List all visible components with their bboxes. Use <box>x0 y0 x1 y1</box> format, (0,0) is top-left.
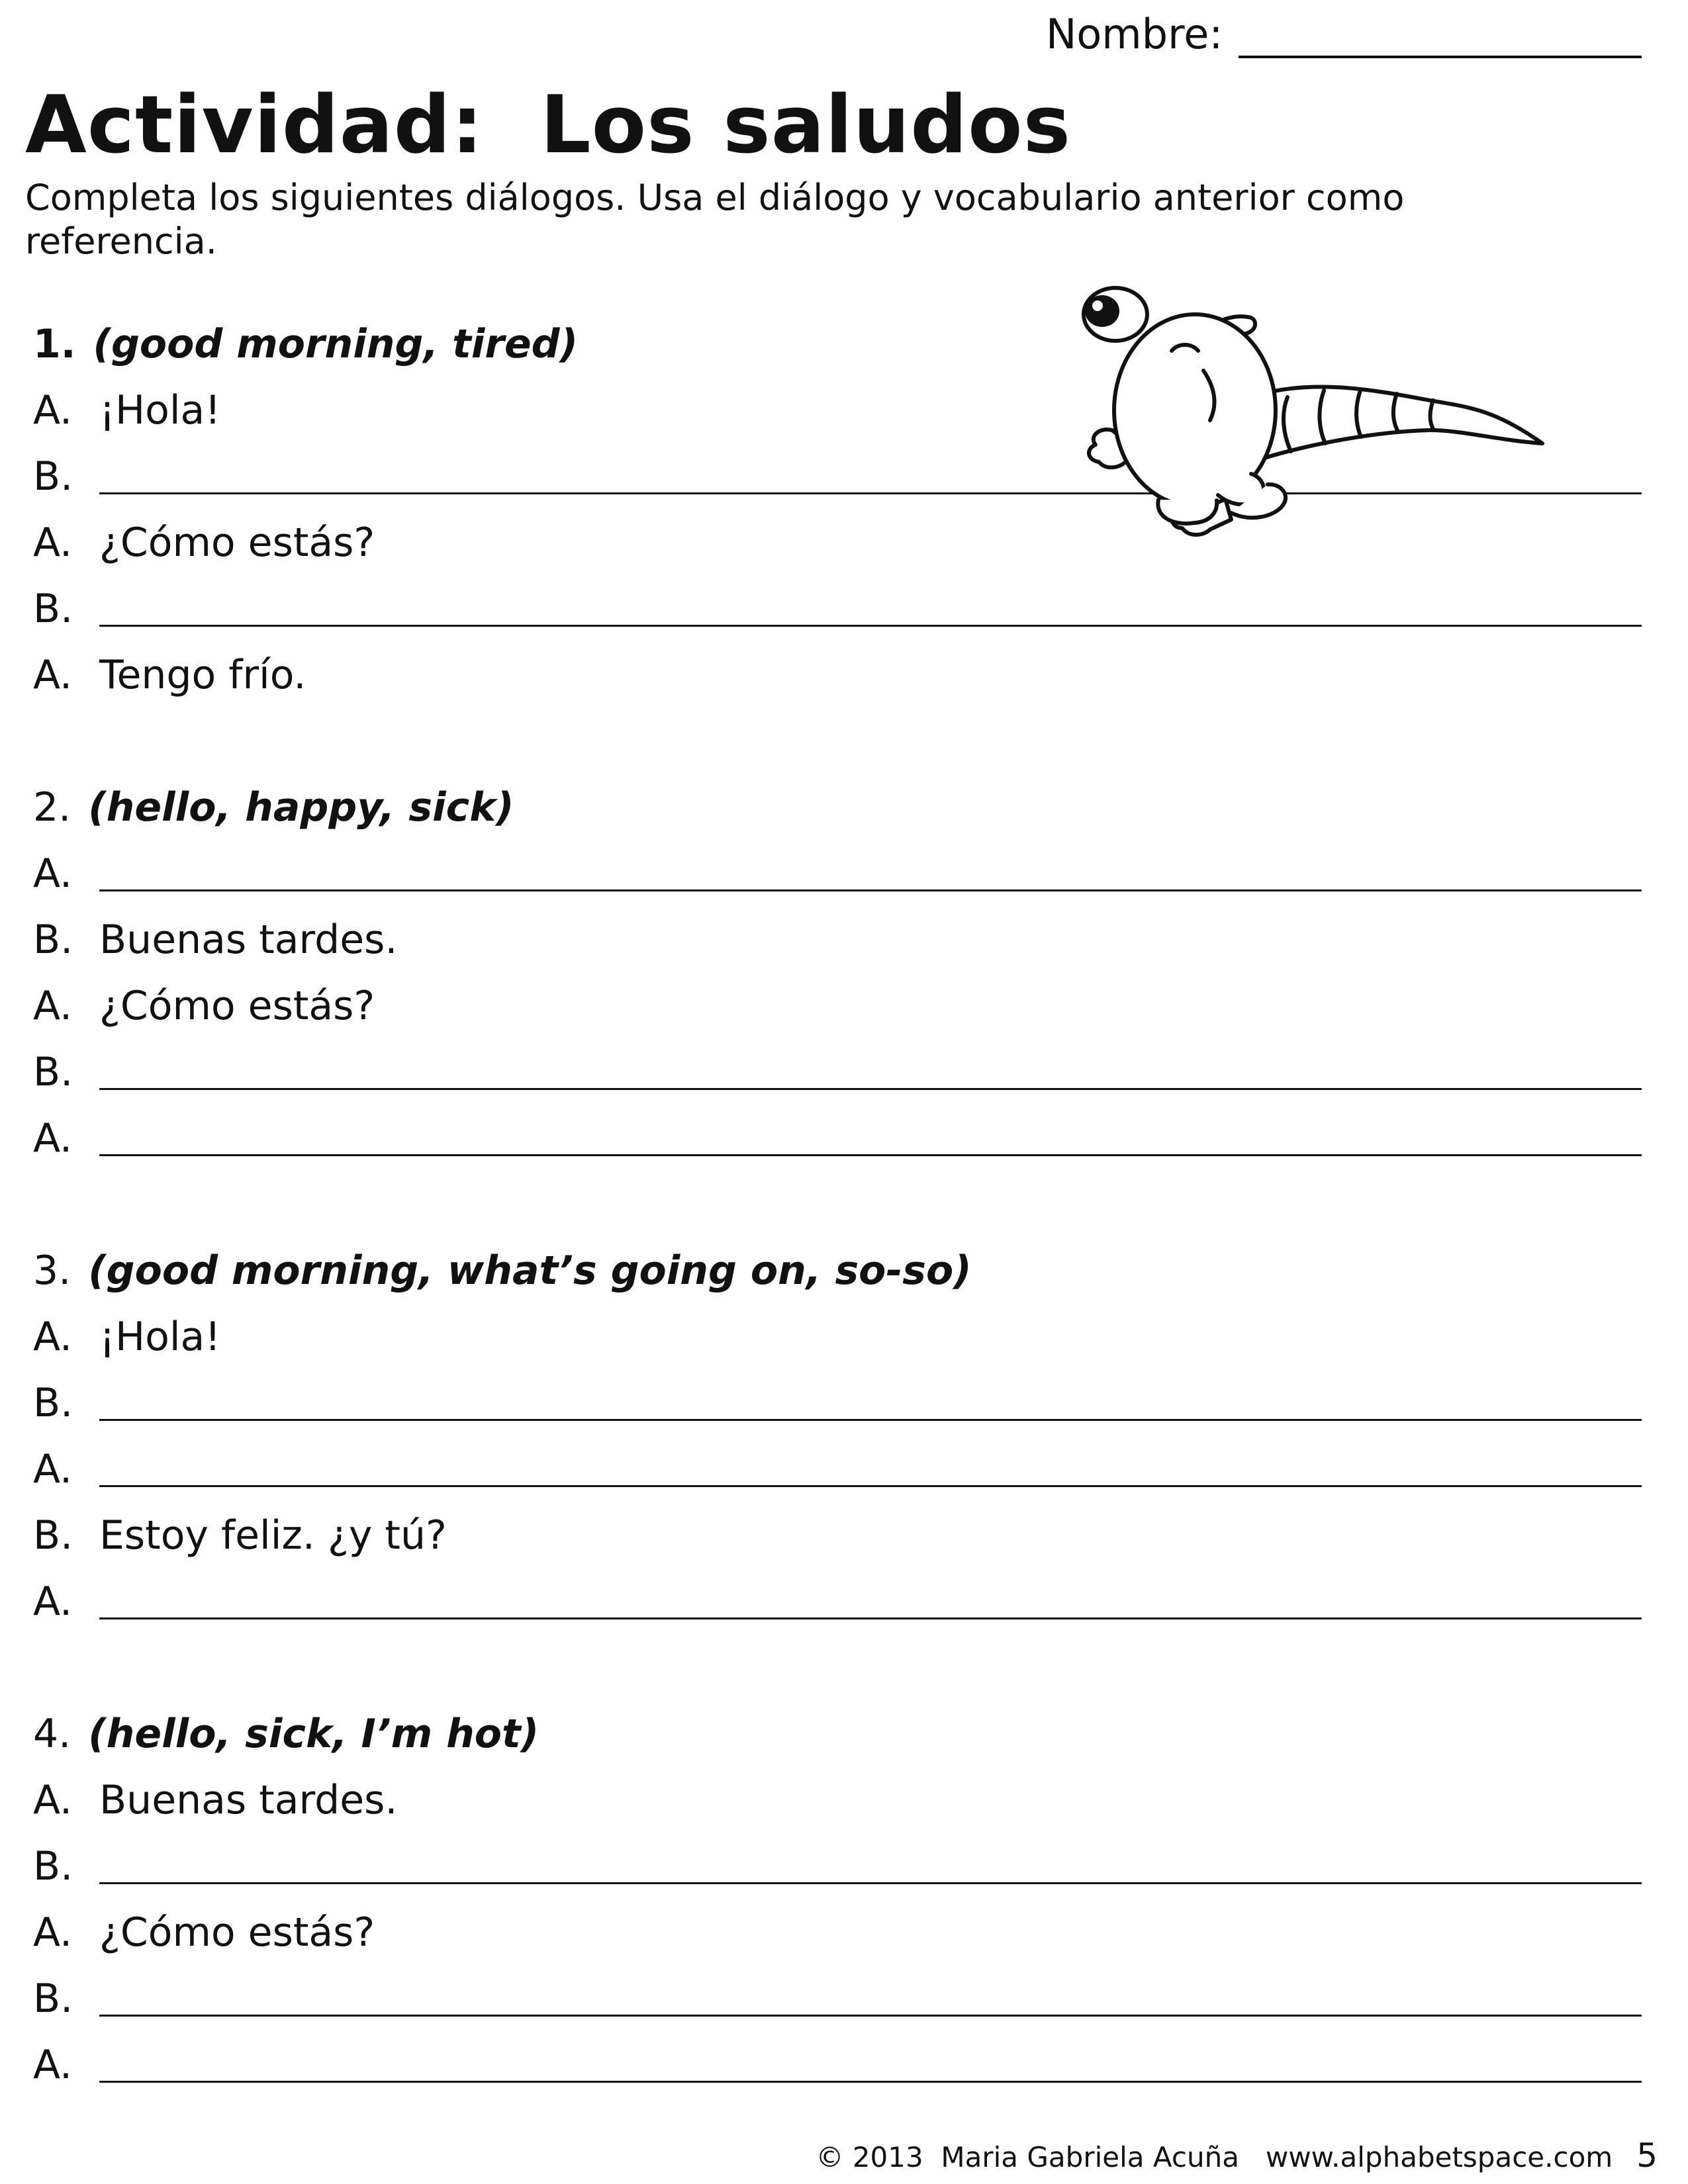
dialogue-line <box>33 973 1655 1039</box>
page-footer <box>816 2136 1658 2175</box>
dialogue-text: ¿Cómo estás? <box>99 983 375 1029</box>
section-hint: (good morning, tired) <box>93 321 579 367</box>
speaker-label: B. <box>33 1049 73 1095</box>
speaker-label: A. <box>33 1578 73 1625</box>
speaker-label: B. <box>33 1380 73 1426</box>
speaker-label: B. <box>33 1976 73 2022</box>
dialogue-line <box>33 1039 1655 1105</box>
speaker-label: A. <box>33 387 73 433</box>
dialogue-line <box>33 1502 1655 1569</box>
dialogue-line <box>33 1304 1655 1370</box>
section-hint: (hello, sick, I’m hot) <box>88 1711 539 1757</box>
section-hint: (hello, happy, sick) <box>88 784 514 831</box>
dialogue-section-4 <box>33 1701 1655 2098</box>
dialogue-text: ¡Hola! <box>99 387 221 433</box>
answer-blank[interactable] <box>99 1849 1642 1884</box>
section-heading <box>33 1701 1655 1767</box>
dialogue-line <box>33 1767 1655 1833</box>
dialogue-text: Estoy feliz. ¿y tú? <box>99 1512 447 1559</box>
speaker-label: B. <box>33 1512 73 1559</box>
dialogue-text: ¿Cómo estás? <box>99 520 375 566</box>
answer-blank[interactable] <box>99 1055 1642 1090</box>
page-number: 5 <box>1636 2136 1658 2175</box>
dialogue-section-2 <box>33 774 1655 1171</box>
section-number: 1. <box>33 321 76 367</box>
name-field-row <box>1046 5 1642 58</box>
dialogue-line <box>33 1105 1655 1171</box>
speaker-label: A. <box>33 520 73 566</box>
answer-blank[interactable] <box>99 592 1642 627</box>
dialogue-line <box>33 907 1655 973</box>
speaker-label: B. <box>33 453 73 500</box>
section-number: 2. <box>33 784 71 831</box>
speaker-label: B. <box>33 917 73 963</box>
cartoon-monster-icon <box>1033 278 1562 582</box>
instructions: Completa los siguientes diálogos. Usa el diálogo y vocabulario anterior como referencia. <box>25 177 1405 262</box>
copyright-credit: © 2013 Maria Gabriela Acuña www.alphabetspace.com <box>816 2141 1613 2173</box>
dialogue-line <box>33 1370 1655 1436</box>
dialogue-line <box>33 1899 1655 1966</box>
dialogue-text: ¿Cómo estás? <box>99 1909 375 1956</box>
name-blank-line[interactable] <box>1239 17 1642 58</box>
speaker-label: B. <box>33 1843 73 1889</box>
speaker-label: A. <box>33 652 73 698</box>
answer-blank[interactable] <box>99 1386 1642 1421</box>
page-title: Actividad: Los saludos <box>25 79 1072 171</box>
answer-blank[interactable] <box>99 1584 1642 1619</box>
section-heading <box>33 774 1655 841</box>
dialogue-text: ¡Hola! <box>99 1314 221 1360</box>
section-heading <box>33 1238 1655 1304</box>
dialogue-line <box>33 1569 1655 1635</box>
speaker-label: A. <box>33 1909 73 1956</box>
speaker-label: B. <box>33 586 73 632</box>
speaker-label: A. <box>33 1115 73 1161</box>
dialogue-text: Buenas tardes. <box>99 1777 398 1823</box>
speaker-label: A. <box>33 850 73 897</box>
answer-blank[interactable] <box>99 1121 1642 1156</box>
dialogue-section-3 <box>33 1238 1655 1635</box>
dialogue-line <box>33 576 1655 642</box>
speaker-label: A. <box>33 2042 73 2088</box>
speaker-label: A. <box>33 1446 73 1492</box>
answer-blank[interactable] <box>99 2048 1642 2083</box>
speaker-label: A. <box>33 983 73 1029</box>
answer-blank[interactable] <box>99 1452 1642 1487</box>
name-label: Nombre: <box>1046 10 1223 58</box>
dialogue-line <box>33 841 1655 907</box>
answer-blank[interactable] <box>99 1981 1642 2017</box>
section-number: 3. <box>33 1248 71 1294</box>
answer-blank[interactable] <box>99 856 1642 891</box>
dialogue-line <box>33 1833 1655 1899</box>
dialogue-text: Buenas tardes. <box>99 917 398 963</box>
dialogue-text: Tengo frío. <box>99 652 306 698</box>
dialogue-line <box>33 642 1655 708</box>
dialogue-line <box>33 1966 1655 2032</box>
section-hint: (good morning, what’s going on, so-so) <box>88 1248 972 1294</box>
dialogue-line <box>33 1436 1655 1502</box>
dialogue-line <box>33 2032 1655 2098</box>
section-number: 4. <box>33 1711 71 1757</box>
speaker-label: A. <box>33 1314 73 1360</box>
speaker-label: A. <box>33 1777 73 1823</box>
